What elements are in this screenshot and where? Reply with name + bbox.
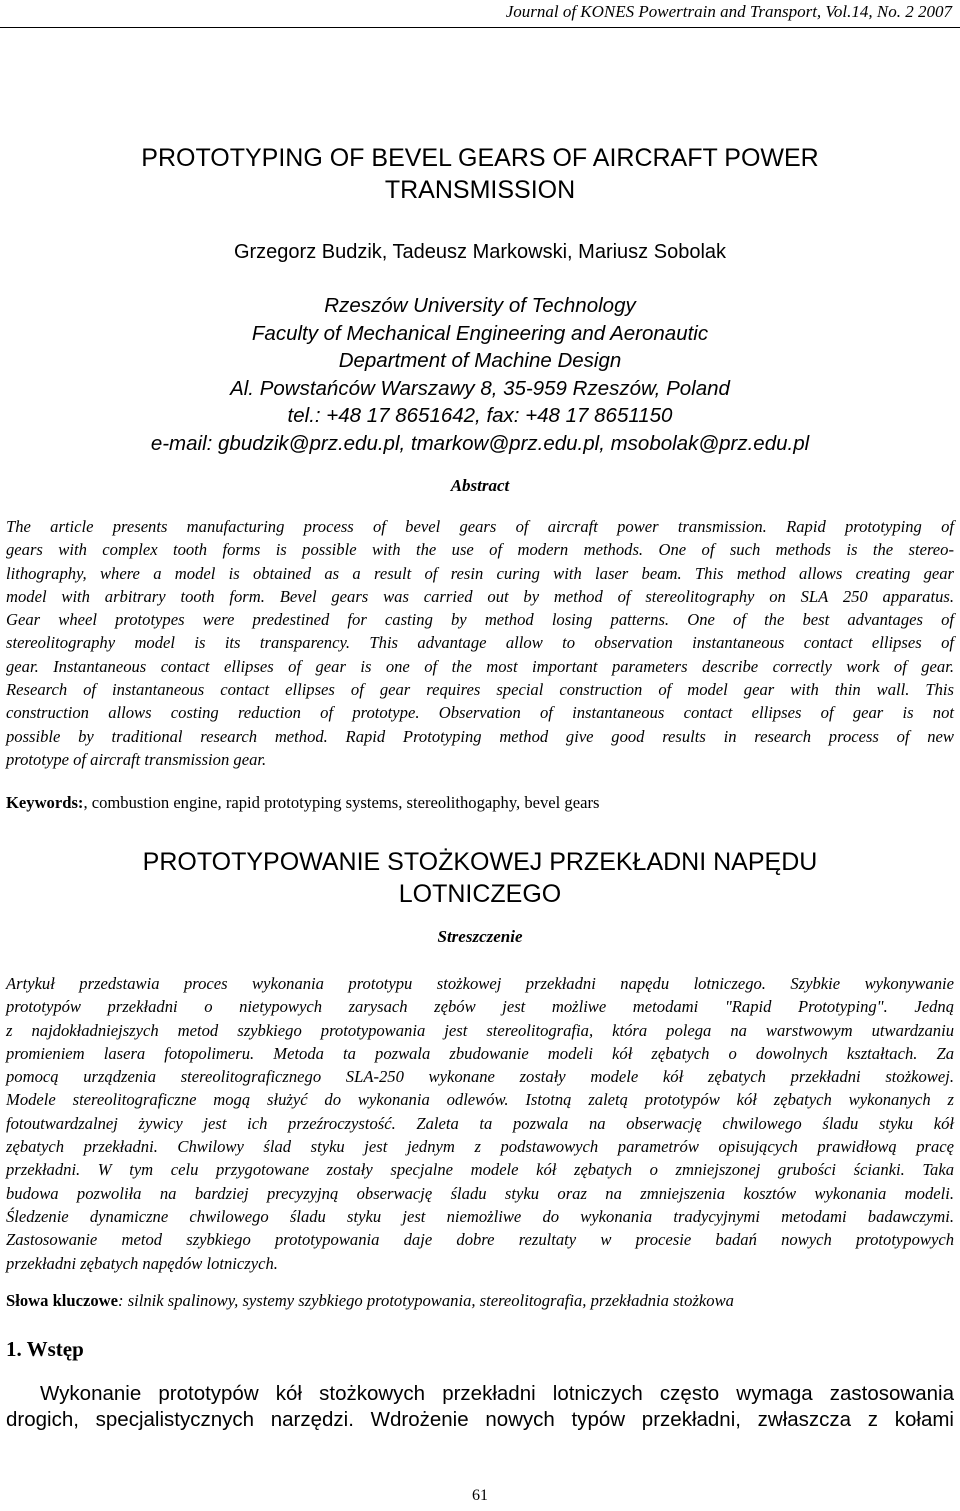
streszczenie-line: fotoutwardzalnej żywicy jest ich przeźroczystość. Zaleta ta pozwala na obserwację chwilowego śladu styku kół (6, 1113, 954, 1133)
streszczenie-line: Modele stereolitograficzne mogą służyć do wykonania odlewów. Istotną zaletą prototypów kół zębatych wykonanych z (6, 1090, 954, 1110)
streszczenie-line: pomocą urządzenia stereolitograficznego SLA-250 wykonane zostały modele kół zębatych przekładni stożkowej. (6, 1067, 954, 1087)
paper-title (40, 142, 920, 206)
polish-title-line-1: PROTOTYPOWANIE STOŻKOWEJ PRZEKŁADNI NAPĘDU (142, 848, 818, 876)
abstract-text (6, 515, 954, 771)
streszczenie-line: Artykuł przedstawia proces wykonania prototypu stożkowej przekładni napędu lotniczego. Szybkie wykonywanie (6, 974, 954, 993)
streszczenie-line: promieniem lasera fotopolimeru. Metoda ta pozwala zbudowanie modeli kół zębatych o dowolnych kształtach. Za (6, 1043, 954, 1063)
affiliation-line: tel.: +48 17 8651642, fax: +48 17 8651150 (287, 404, 673, 427)
abstract-line: model with arbitrary tooth form. Bevel gears was carried out by method of stereolitography on SLA 250 apparatus. (6, 586, 954, 606)
streszczenie-line: przekładni. W tym celu przygotowane zostały specjalne modele kół zębatych o zmniejszonej grubości ścianki. Taka (6, 1160, 954, 1180)
abstract-line: construction allows costing reduction of prototype. Observation of instantaneous contact ellipses of gear is not (6, 703, 954, 723)
affiliation-line: Rzeszów University of Technology (324, 294, 636, 317)
slowa-kluczowe-text: : silnik spalinowy, systemy szybkiego prototypowania, stereolitografia, przekładnia stożkowa (118, 1291, 734, 1310)
slowa-kluczowe-label: Słowa kluczowe (6, 1291, 119, 1310)
keywords-label: Keywords: (6, 793, 84, 812)
abstract-line: lithography, where a model is obtained as a result of resin curing with laser beam. This method allows creating gear (6, 563, 954, 583)
abstract-line: gear. Instantaneous contact ellipses of gear is one of the most important parameters describe correctly work of gear. (6, 656, 954, 676)
abstract-line: stereolitography model is its transparency. This advantage allow to observation instantaneous contact ellipses of (6, 633, 954, 653)
affiliation-email: e-mail: gbudzik@prz.edu.pl, tmarkow@prz.edu.pl, msobolak@prz.edu.pl (150, 431, 810, 455)
author-list: Grzegorz Budzik, Tadeusz Markowski, Mariusz Sobolak (233, 241, 727, 263)
streszczenie-line: przekładni zębatych napędów lotniczych. (6, 1253, 278, 1273)
affiliation-block (40, 292, 920, 457)
abstract-heading: Abstract (450, 476, 510, 495)
journal-header: Journal of KONES Powertrain and Transport, Vol.14, No. 2 2007 (505, 2, 952, 21)
keywords-text: , combustion engine, rapid prototyping systems, stereolithogaphy, bevel gears (83, 793, 600, 812)
streszczenie-line: Zastosowanie metod szybkiego prototypowania daje dobre rezultaty w procesie badań nowych prototypowych (6, 1230, 954, 1250)
title-line-1: PROTOTYPING OF BEVEL GEARS OF AIRCRAFT POWER (141, 144, 819, 172)
streszczenie-line: budowa pozwoliła na bardziej precyzyjną obserwację śladu styku oraz na zmniejszenia kosztów wykonania modeli. (6, 1183, 954, 1203)
streszczenie-line: Śledzenie dynamiczne chwilowego śladu styku jest niemożliwe do wykonania tradycyjnymi metodami badawczymi. (6, 1206, 954, 1226)
affiliation-line: Al. Powstańców Warszawy 8, 35-959 Rzeszów, Poland (230, 376, 730, 400)
abstract-line: The article presents manufacturing process of bevel gears of aircraft power transmission. Rapid prototyping of (6, 517, 954, 536)
affiliation-line: Department of Machine Design (338, 349, 622, 372)
streszczenie-line: zębatych przekładni. Chwilowy ślad styku jest jednym z podstawowych parametrów opisujących prawidłową pracę (6, 1137, 954, 1157)
abstract-line: possible by traditional research method. Rapid Prototyping method give good results in research process of new (6, 726, 954, 746)
streszczenie-line: z najdokładniejszych metod szybkiego prototypowania jest stereolitografia, która polega na warstwowym utwardzaniu (6, 1020, 954, 1040)
streszczenie-line: prototypów przekładni o nietypowych zarysach zębów jest możliwe metodami "Rapid Prototyping". Jedną (6, 997, 954, 1017)
body-line: drogich, specjalistycznych narzędzi. Wdrożenie nowych typów przekładni, zwłaszcza z kołami (6, 1408, 954, 1431)
streszczenie-heading: Streszczenie (437, 927, 523, 946)
affiliation-line: Faculty of Mechanical Engineering and Aeronautic (251, 321, 709, 345)
body-line: Wykonanie prototypów kół stożkowych przekładni lotniczych często wymaga zastosowania (40, 1382, 954, 1405)
section-heading: 1. Wstęp (6, 1337, 84, 1361)
polish-title (40, 846, 920, 910)
abstract-line: gears with complex tooth forms is possible with the use of modern methods. One of such methods is the stereo- (6, 540, 954, 560)
abstract-line: Gear wheel prototypes were predestined for casting by method losing patterns. One of the best advantages of (6, 610, 954, 630)
page-number: 61 (472, 1487, 488, 1504)
keywords (6, 791, 954, 815)
polish-title-line-2: LOTNICZEGO (398, 880, 562, 908)
streszczenie-text (6, 972, 954, 1275)
abstract-line: prototype of aircraft transmission gear. (6, 749, 267, 769)
header-rule (0, 27, 960, 28)
abstract-line: Research of instantaneous contact ellipses of gear requires special construction of model gear with thin wall. This (6, 680, 954, 700)
section-body (6, 1381, 954, 1433)
title-line-2: TRANSMISSION (384, 176, 576, 204)
slowa-kluczowe (6, 1289, 954, 1313)
